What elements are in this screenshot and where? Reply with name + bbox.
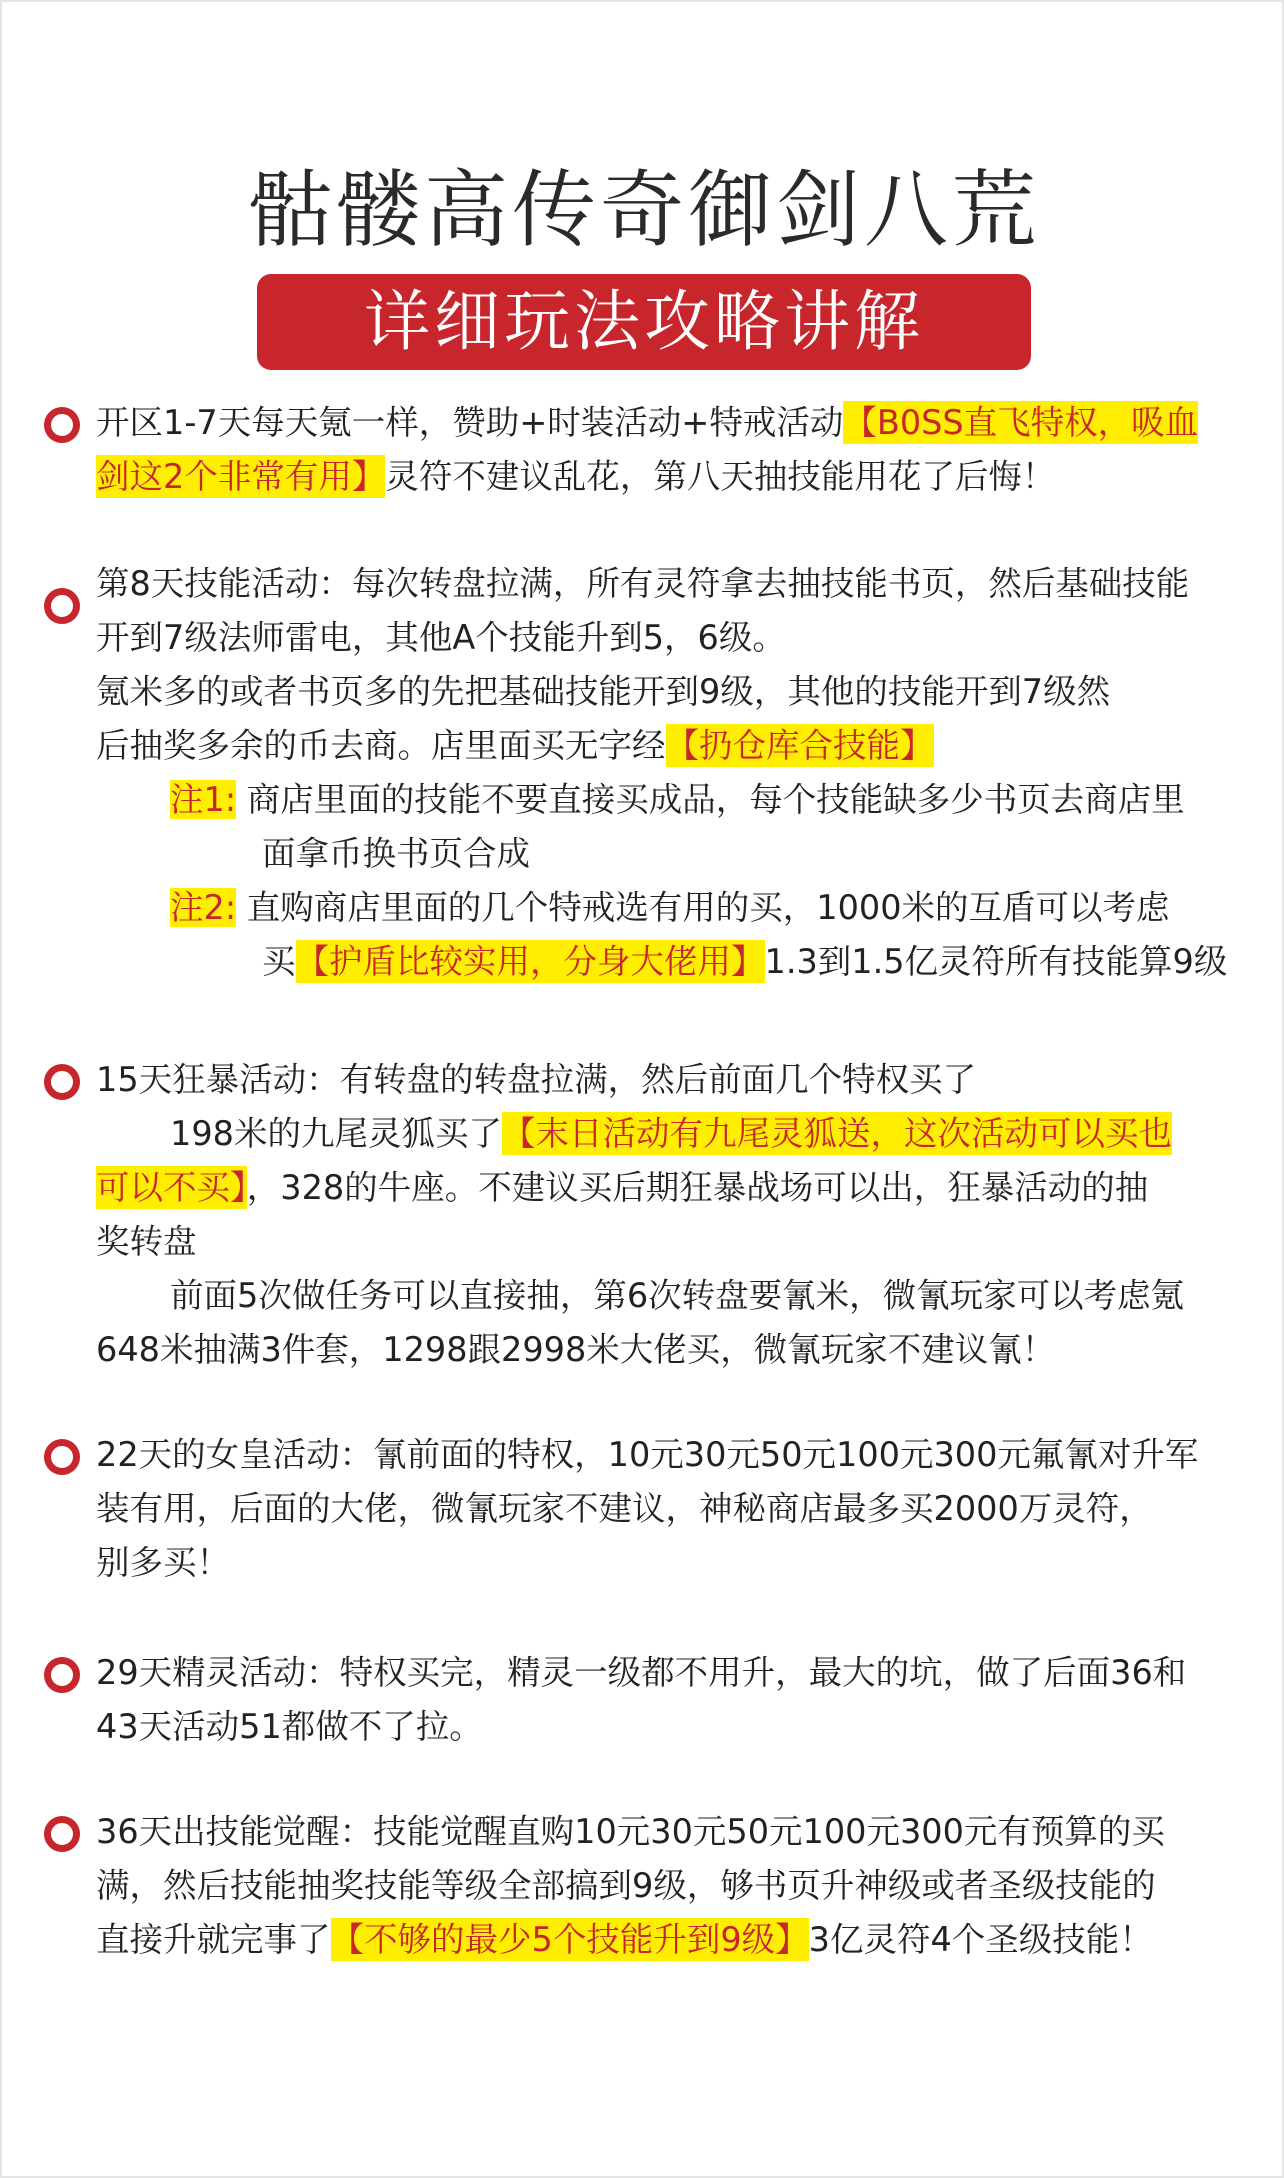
text-span: 直接升就完事了	[96, 1920, 331, 1959]
text-line	[96, 396, 1256, 450]
highlight-text: 【末日活动有九尾灵狐送，这次活动可以买也	[501, 1114, 1172, 1153]
subtitle-banner: 详细玩法攻略讲解	[257, 274, 1031, 370]
note-2	[96, 881, 1256, 935]
text-line: 氪米多的或者书页多的先把基础技能开到9级，其他的技能开到7级然	[96, 672, 1111, 711]
note-1	[96, 773, 1256, 827]
text-span: 商店里面的技能不要直接买成品，每个技能缺多少书页去商店里	[246, 780, 1185, 819]
bullet-icon	[44, 588, 80, 624]
bullet-icon	[44, 407, 80, 443]
text-line: 36天出技能觉醒：技能觉醒直购10元30元50元100元300元有预算的买	[96, 1812, 1165, 1851]
text-line: 开到7级法师雷电，其他A个技能升到5，6级。	[96, 618, 786, 657]
text-line: 别多买！	[96, 1543, 230, 1582]
section-day29	[96, 1646, 1256, 1754]
text-span: 灵符不建议乱花，第八天抽技能用花了后悔！	[385, 457, 1056, 496]
bullet-icon	[44, 1657, 80, 1693]
section-day22	[96, 1428, 1256, 1590]
text-span: 198米的九尾灵狐买了	[170, 1114, 502, 1153]
page-title: 骷髅高传奇御剑八荒	[247, 161, 1040, 259]
text-line: 第8天技能活动：每次转盘拉满，所有灵符拿去抽技能书页，然后基础技能	[96, 564, 1190, 603]
section-day36	[96, 1805, 1256, 1967]
section-day15	[96, 1053, 1256, 1377]
note-label: 注1:	[170, 780, 237, 819]
highlight-text: 【不够的最少5个技能升到9级】	[330, 1920, 809, 1959]
highlight-text: 可以不买】	[96, 1168, 247, 1207]
text-span: 开区1-7天每天氪一样，赞助+时装活动+特戒活动	[96, 403, 844, 442]
text-line	[96, 719, 1256, 773]
text-line	[96, 1107, 1256, 1161]
text-line: 648米抽满3件套，1298跟2998米大佬买，微氰玩家不建议氰！	[96, 1330, 1056, 1369]
bullet-icon	[44, 1816, 80, 1852]
text-line: 装有用，后面的大佬，微氰玩家不建议，神秘商店最多买2000万灵符，	[96, 1489, 1153, 1528]
text-line: 面拿币换书页合成	[262, 834, 530, 873]
text-line	[96, 1161, 1256, 1215]
text-line: 满，然后技能抽奖技能等级全部搞到9级，够书页升神级或者圣级技能的	[96, 1866, 1156, 1905]
note-label: 注2:	[170, 888, 237, 927]
text-line: 43天活动51都做不了拉。	[96, 1707, 483, 1746]
highlight-text: 剑这2个非常有用】	[96, 457, 386, 496]
text-span: 1.3到1.5亿灵符所有技能算9级	[764, 942, 1228, 981]
text-line	[96, 450, 1256, 504]
text-span: 买	[262, 942, 296, 981]
highlight-text: 【B0SS直飞特权，吸血	[843, 403, 1199, 442]
section-day1-7	[96, 396, 1256, 504]
text-span: 后抽奖多余的币去商。店里面买无字经	[96, 726, 666, 765]
text-line: 奖转盘	[96, 1222, 197, 1261]
bullet-icon	[44, 1439, 80, 1475]
text-span: ，328的牛座。不建议买后期狂暴战场可以出，狂暴活动的抽	[246, 1168, 1149, 1207]
highlight-text: 【护盾比较实用，分身大佬用】	[295, 942, 765, 981]
text-line: 22天的女皇活动：氰前面的特权，10元30元50元100元300元氟氰对升军	[96, 1435, 1199, 1474]
text-line	[96, 1913, 1256, 1967]
text-line	[96, 935, 1256, 989]
bullet-icon	[44, 1064, 80, 1100]
text-span: 3亿灵符4个圣级技能！	[808, 1920, 1153, 1959]
text-line: 15天狂暴活动：有转盘的转盘拉满，然后前面几个特权买了	[96, 1060, 977, 1099]
text-span: 直购商店里面的几个特戒选有用的买，1000米的互盾可以考虑	[246, 888, 1170, 927]
highlight-text: 【扔仓库合技能】	[665, 726, 934, 765]
section-day8	[96, 557, 1256, 989]
text-line: 29天精灵活动：特权买完，精灵一级都不用升，最大的坑，做了后面36和	[96, 1653, 1187, 1692]
text-line: 前面5次做任务可以直接抽，第6次转盘要氰米，微氰玩家可以考虑氪	[170, 1276, 1185, 1315]
